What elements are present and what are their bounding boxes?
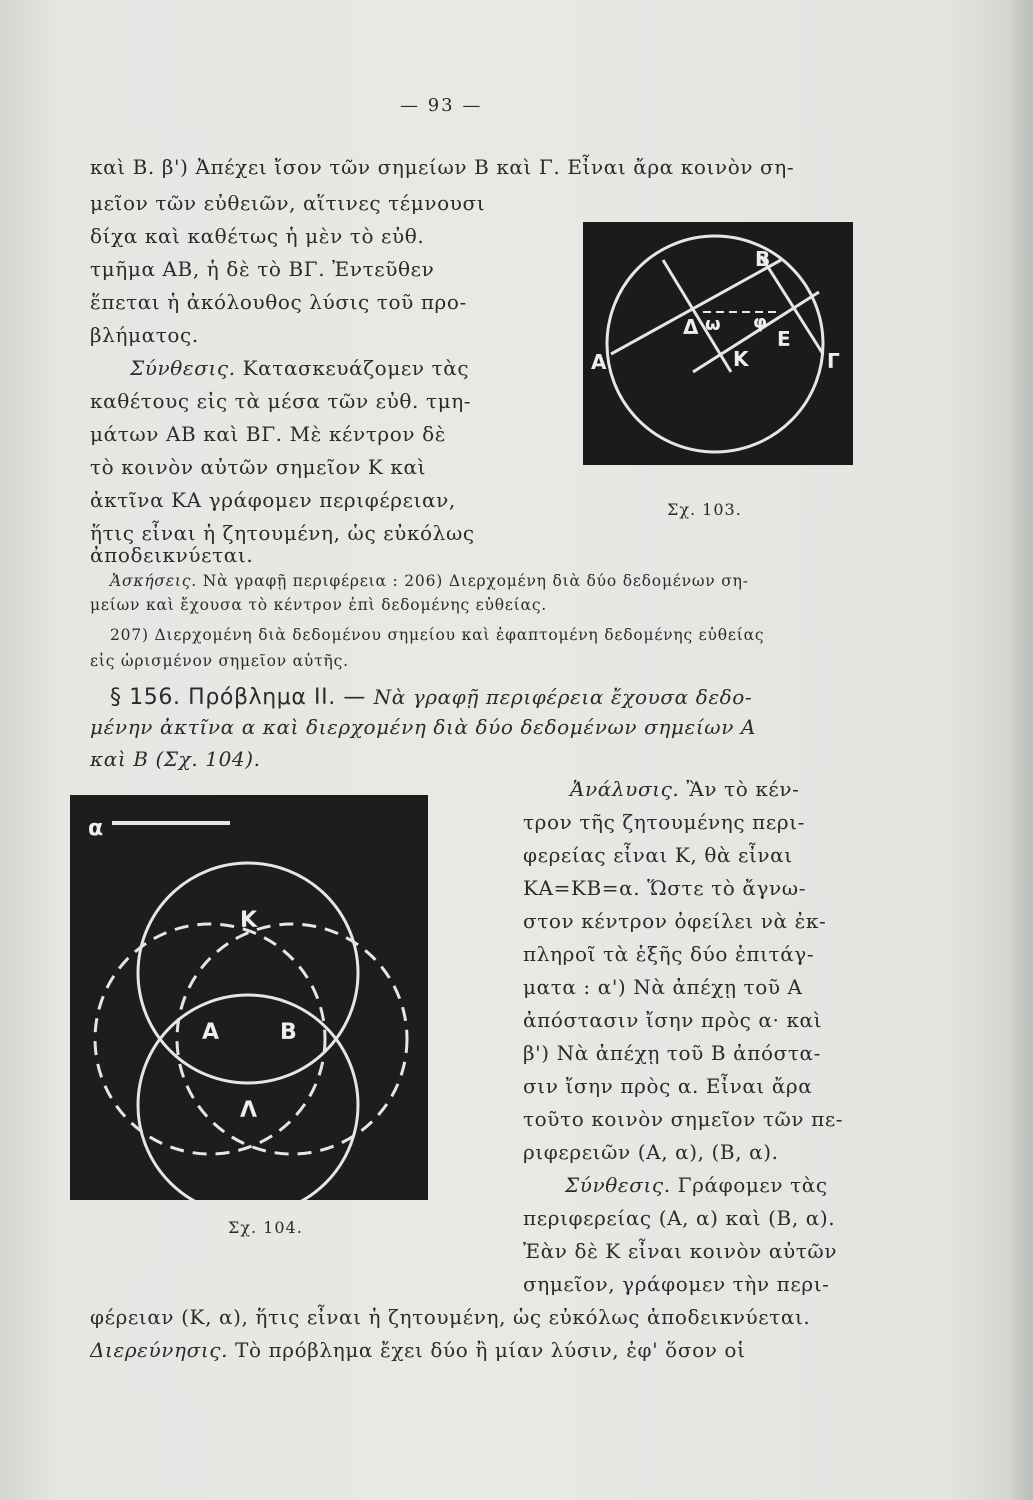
section-statement-line-2: μένην ἀκτῖνα α καὶ διερχομένη διὰ δύο δεδομένων σημείων Α: [90, 715, 756, 739]
synthesis-line-6: ἥτις εἶναι ἡ ζητουμένη, ὡς εὐκόλως: [90, 521, 475, 545]
text-line-3: δίχα καὶ καθέτως ἡ μὲν τὸ εὐθ.: [90, 224, 425, 248]
fig103-label-d: Δ: [683, 315, 699, 339]
synthesis-line-4: τὸ κοινὸν αὐτῶν σημεῖον Κ καὶ: [90, 455, 427, 479]
fig103-label-a: Α: [591, 350, 607, 374]
synthesis2-text-1: Γράφομεν τὰς: [670, 1173, 828, 1197]
text-line-6: βλήματος.: [90, 323, 199, 347]
discussion-text: Τὸ πρόβλημα ἔχει δύο ἢ μίαν λύσιν, ἐφ' ὅσον οἱ: [228, 1338, 746, 1362]
discussion-line: [90, 1336, 746, 1364]
synthesis2-line-3: Ἐὰν δὲ Κ εἶναι κοινὸν αὐτῶν: [523, 1239, 838, 1263]
page-edge-shadow: [1011, 0, 1033, 1500]
fig103-label-b: Β: [755, 247, 771, 271]
synthesis-line-1: [130, 354, 469, 382]
fig103-label-g: Γ: [827, 349, 840, 373]
fig103-label-phi: φ: [753, 312, 768, 333]
text-line-4: τμῆμα ΑΒ, ἡ δὲ τὸ ΒΓ. Ἐντεῦθεν: [90, 257, 435, 281]
exercise-label: Ἀσκήσεις.: [110, 572, 198, 590]
analysis-line-9: β') Νὰ ἀπέχῃ τοῦ Β ἀπόστα-: [523, 1041, 822, 1065]
fig104-label-a-point: Α: [202, 1020, 220, 1045]
fig104-label-b-point: Β: [280, 1020, 297, 1045]
fig104-label-a: α: [88, 816, 104, 841]
figure-104-caption: Σχ. 104.: [228, 1218, 303, 1237]
synthesis-line-2: καθέτους εἰς τὰ μέσα τῶν εὐθ. τμη-: [90, 389, 472, 413]
analysis-line-1: [570, 775, 800, 803]
section-title: Πρόβλημα ΙΙ. —: [180, 685, 374, 710]
fig103-label-e: Ε: [777, 327, 791, 351]
fig103-label-k: Κ: [733, 347, 749, 371]
text-line-2: μεῖον τῶν εὐθειῶν, αἵτινες τέμνουσι: [90, 191, 486, 215]
synthesis2-line-1: [565, 1171, 828, 1199]
synthesis2-line-2: περιφερείας (Α, α) καὶ (Β, α).: [523, 1206, 836, 1230]
analysis-label: Ἀνάλυσις.: [570, 777, 680, 801]
section-statement-1: Νὰ γραφῇ περιφέρεια ἔχουσα δεδο-: [373, 685, 753, 709]
discussion-label: Διερεύνησις.: [90, 1338, 229, 1362]
analysis-line-5: στον κέντρον ὀφείλει νὰ ἐκ-: [523, 909, 827, 933]
text-line-5: ἕπεται ἡ ἀκόλουθος λύσις τοῦ προ-: [90, 290, 467, 314]
exercise-line-2: μείων καὶ ἔχουσα τὸ κέντρον ἐπὶ δεδομένης εὐθείας.: [90, 596, 548, 614]
analysis-line-7: ματα : α') Νὰ ἀπέχῃ τοῦ Α: [523, 975, 803, 999]
bottom-line: φέρειαν (Κ, α), ἥτις εἶναι ἡ ζητουμένη, ὡς εὐκόλως ἀποδεικνύεται.: [90, 1305, 811, 1329]
fig104-label-l: Λ: [240, 1098, 258, 1123]
figure-104: [70, 795, 428, 1200]
figure-104-background: [70, 795, 428, 1200]
page-number: — 93 —: [400, 95, 483, 116]
analysis-line-8: ἀπόστασιν ἴσην πρὸς α· καὶ: [523, 1008, 823, 1032]
figure-103-background: [583, 222, 853, 465]
analysis-line-2: τρον τῆς ζητουμένης περι-: [523, 810, 805, 834]
exercise-text-1: Νὰ γραφῇ περιφέρεια : 206) Διερχομένη διὰ δύο δεδομένων ση-: [197, 572, 749, 590]
analysis-line-6: πληροῖ τὰ ἑξῆς δύο ἐπιτάγ-: [523, 942, 815, 966]
exercise-line-4: εἰς ὡρισμένον σημεῖον αὐτῆς.: [90, 652, 349, 670]
figure-103-caption: Σχ. 103.: [667, 500, 742, 519]
analysis-line-3: φερείας εἶναι Κ, θὰ εἶναι: [523, 843, 793, 867]
exercise-line-3: 207) Διερχομένη διὰ δεδομένου σημείου καὶ ἐφαπτομένη δεδομένης εὐθείας: [110, 626, 765, 644]
section-number: § 156.: [110, 685, 181, 710]
synthesis-text-1: Κατασκευάζομεν τὰς: [235, 356, 470, 380]
analysis-line-10: σιν ἴσην πρὸς α. Εἶναι ἄρα: [523, 1074, 813, 1098]
analysis-text-1: Ἂν τὸ κέν-: [679, 777, 800, 801]
figure-103: [583, 222, 853, 465]
synthesis-label: Σύνθεσις.: [130, 356, 236, 380]
fig104-label-k: Κ: [240, 908, 258, 933]
analysis-line-11: τοῦτο κοινὸν σημεῖον τῶν πε-: [523, 1107, 844, 1131]
synthesis-line-7: ἀποδεικνύεται.: [90, 543, 254, 567]
synthesis2-label: Σύνθεσις.: [565, 1173, 671, 1197]
synthesis-line-5: ἀκτῖνα ΚΑ γράφομεν περιφέρειαν,: [90, 488, 456, 512]
analysis-line-12: ριφερειῶν (Α, α), (Β, α).: [523, 1140, 779, 1164]
exercise-line-1: [110, 570, 749, 592]
section-statement-line-3: καὶ Β (Σχ. 104).: [90, 747, 261, 771]
section-heading-line: [110, 683, 752, 712]
fig103-label-omega: ω: [705, 314, 721, 335]
text-line-1: καὶ Β. β') Ἀπέχει ἴσον τῶν σημείων Β καὶ Γ. Εἶναι ἄρα κοινὸν ση-: [90, 155, 795, 179]
synthesis-line-3: μάτων ΑΒ καὶ ΒΓ. Μὲ κέντρον δὲ: [90, 422, 447, 446]
synthesis2-line-4: σημεῖον, γράφομεν τὴν περι-: [523, 1272, 830, 1296]
analysis-line-4: ΚΑ=ΚΒ=α. Ὥστε τὸ ἄγνω-: [523, 876, 807, 900]
